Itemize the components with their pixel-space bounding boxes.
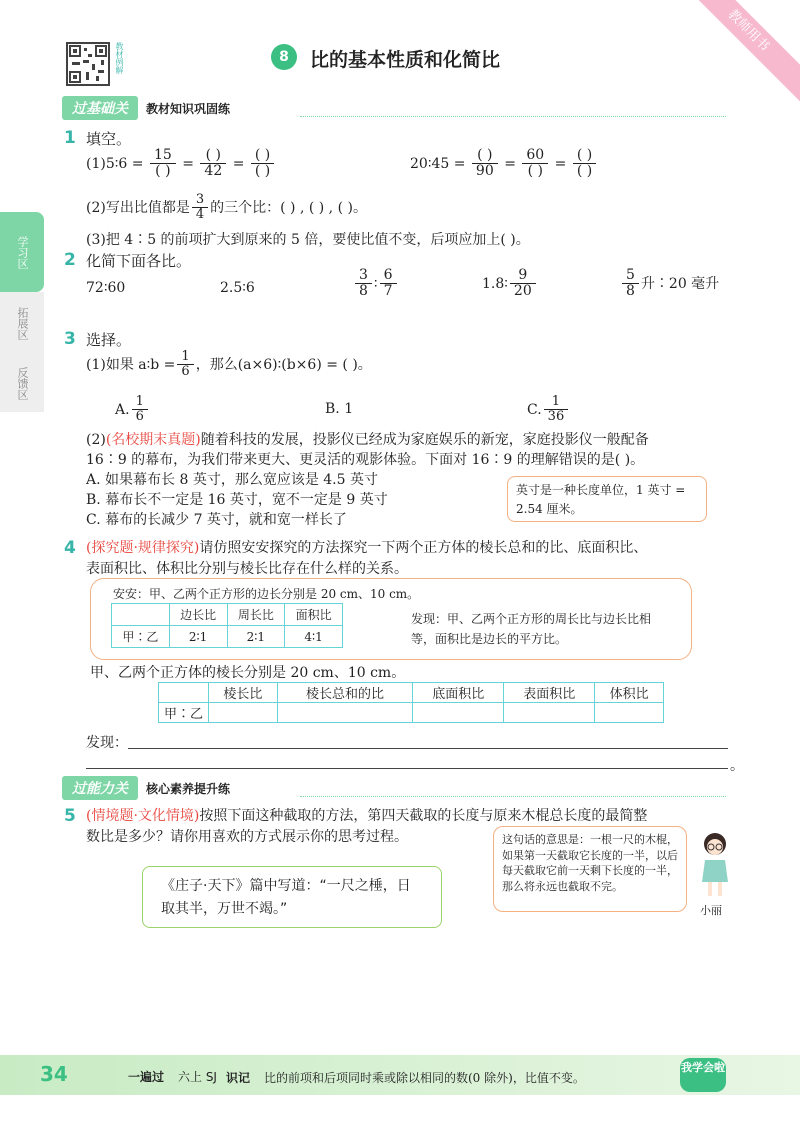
banner-tag: 过能力关 [62, 776, 138, 800]
q2-item-4: 1.8∶ $\frac{9}{20}$ [482, 268, 538, 300]
divider [300, 116, 726, 117]
cube-line: 甲、乙两个正方体的棱长分别是 20 cm、10 cm。 [90, 665, 406, 681]
teacher-edition-ribbon: 教师用书 [668, 0, 800, 111]
example-finding: 发现：甲、乙两个正方形的周长比与边长比相等，面积比是边长的平方比。 [411, 612, 652, 646]
discover-label: 发现： [86, 735, 128, 751]
q3-option-c[interactable]: C. $\frac{1}{36}$ [527, 395, 570, 425]
quote-box: 《庄子·天下》篇中写道：“一尺之棰，日取其半，万世不竭。” [142, 866, 442, 928]
character-name: 小丽 [700, 904, 722, 917]
lesson-number-badge: 8 [271, 44, 297, 70]
note-box: 英寸是一种长度单位，1 英寸 = 2.54 厘米。 [507, 476, 707, 522]
square-ratio-table: 边长比 周长比 面积比 甲∶乙 2∶1 2∶1 4∶1 [111, 603, 343, 648]
qr-code[interactable] [66, 42, 110, 86]
learned-badge[interactable]: 我学会啦 [680, 1058, 726, 1092]
q3-number: 3 [64, 329, 76, 349]
side-tab-study[interactable]: 学习区 [0, 212, 44, 292]
q5-text: (情境题·文化情境)按照下面这种截取的方法，第四天截取的长度与原来木棍总长度的最简整 数比是多少？请你用喜欢的方式展示你的思考过程。 [86, 808, 648, 845]
section-banner-ability [62, 776, 230, 800]
answer-line-2[interactable] [86, 768, 728, 769]
q3-p2: (2)(名校期末真题)随着科技的发展，投影仪已经成为家庭娱乐的新宠，家庭投影仪一般配备 16∶9 的幕布，为我们带来更大、更灵活的观影体验。下面对 16∶9 的理解错误的是( )。 A. 如果幕布长 8 英寸，那么宽应该是 4.5 英寸 B. 幕布长不一定是 16 英寸，宽不一定是 9 英寸 C. 幕布的长减少 7 英寸，就和宽一样长了 [86, 430, 746, 530]
q1-b: (2)写出比值都是 $\frac{3}{4}$ 的三个比：( ) , ( ) , ( )。 [86, 192, 367, 223]
q5-number: 5 [64, 806, 76, 826]
q1-c: (3)把 4∶5 的前项扩大到原来的 5 倍，要使比值不变，后项应加上( )。 [86, 232, 530, 248]
banner-tag: 过基础关 [62, 96, 138, 120]
section-banner-basic [62, 96, 230, 120]
banner-subtitle: 教材知识巩固练 [146, 101, 231, 116]
tag-explore: (探究题·规律探究) [86, 540, 200, 556]
q2-item-2: 2.5∶6 [220, 280, 255, 296]
grade-label: 六上 SJ [178, 1070, 217, 1084]
q4-text: (探究题·规律探究)请仿照安安探究的方法探究一下两个正方体的棱长总和的比、底面积比、 表面积比、体积比分别与棱长比存在什么样的关系。 [86, 540, 648, 577]
page-number: 34 [40, 1062, 68, 1086]
tag-context: (情境题·文化情境) [86, 808, 200, 824]
q2-title: 化简下面各比。 [86, 252, 192, 270]
speech-bubble: 这句话的意思是：一根一尺的木棍，如果第一天截取它长度的一半，以后每天截取它前一天剩下长度的一半，那么将永远也截取不完。 [493, 826, 687, 912]
girl-character-illustration [690, 830, 740, 900]
side-tab-feedback[interactable]: 反馈区 [0, 354, 44, 412]
answer-line-1[interactable] [128, 748, 728, 749]
q2-number: 2 [64, 250, 76, 270]
side-tab-extend[interactable]: 拓展区 [0, 292, 44, 354]
q1-a: (1)5∶6 = $\frac{15}{( )}$ = $\frac{( )}{42}$ = $\frac{( )}{( )}$ [86, 148, 276, 180]
tag-exam: (名校期末真题) [105, 432, 201, 448]
example-box [90, 578, 692, 660]
brand: 一遍过 [128, 1070, 165, 1084]
example-line: 安安：甲、乙两个正方形的边长分别是 20 cm、10 cm。 [113, 587, 420, 601]
q1-title: 填空。 [86, 130, 132, 148]
banner-subtitle: 核心素养提升练 [146, 781, 231, 796]
qr-caption: 教材例解 [115, 42, 124, 74]
q3-p2-option-b[interactable]: B. 幕布长不一定是 16 英寸，宽不一定是 9 英寸 [86, 492, 388, 508]
q3-p2-option-c[interactable]: C. 幕布的长减少 7 英寸，就和宽一样长了 [86, 512, 347, 528]
q1-number: 1 [64, 128, 76, 148]
q1-a2: 20∶45 = $\frac{( )}{90}$ = $\frac{60}{( )}$ = $\frac{( )}{( )}$ [410, 148, 598, 180]
footer-rule: 比的前项和后项同时乘或除以相同的数(0 除外)，比值不变。 [264, 1071, 585, 1085]
page-title: 比的基本性质和化简比 [310, 49, 501, 71]
q3-option-b[interactable]: B. 1 [325, 401, 354, 417]
q3-p1: (1)如果 a∶b = $\frac{1}{6}$ ，那么(a×6)∶(b×6) = ( )。 [86, 349, 372, 380]
q4-number: 4 [64, 538, 76, 558]
divider [300, 796, 726, 797]
q2-item-1: 72∶60 [86, 280, 126, 296]
q2-item-3: $\frac{3}{8}$ ∶ $\frac{6}{7}$ [353, 268, 399, 300]
footer-label: 识记 [226, 1071, 251, 1085]
q3-p2-option-a[interactable]: A. 如果幕布长 8 英寸，那么宽应该是 4.5 英寸 [86, 472, 378, 488]
q3-title: 选择。 [86, 331, 132, 349]
answer-period: 。 [730, 758, 744, 774]
q3-option-a[interactable]: A. $\frac{1}{6}$ [115, 395, 150, 425]
q2-item-5: $\frac{5}{8}$ 升∶20 毫升 [620, 268, 719, 300]
cube-ratio-table: 棱长比 棱长总和的比 底面积比 表面积比 体积比 甲∶乙 [158, 682, 664, 723]
